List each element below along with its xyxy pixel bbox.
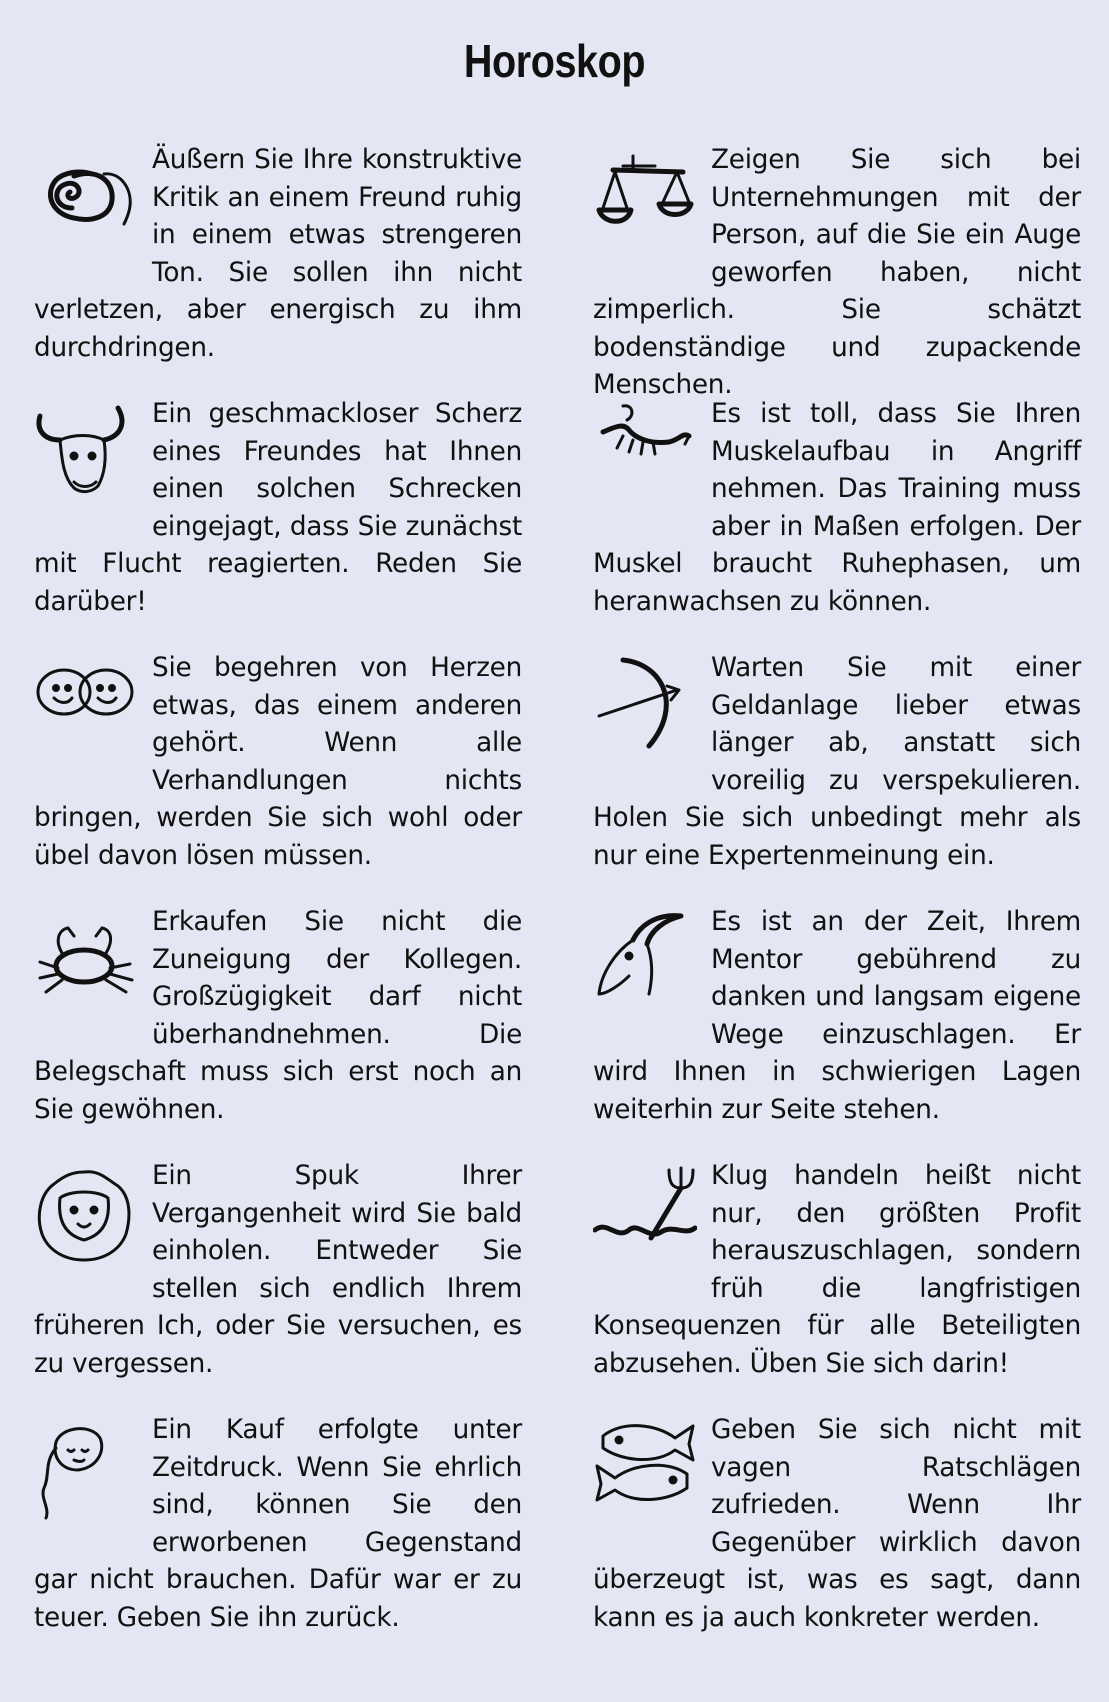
ram-icon [34,148,142,258]
horoscope-entry [34,142,522,396]
horoscope-text: Ein Kauf erfolgte unter Zeitdruck. Wenn Sie ehrlich sind, können Sie den erworbenen Gegenstand gar nicht brauchen. Dafür war er zu teuer. Geben Sie ihn zurück. [34,1415,522,1633]
right-column [593,142,1081,1666]
page-title: Horoskop [463,35,646,87]
goat-icon [593,910,701,1020]
horoscope-entry [34,396,522,650]
horoscope-text: Es ist toll, dass Sie Ihren Muskelaufbau in Angriff nehmen. Das Training muss aber in Maßen erfolgen. Der Muskel braucht Ruhephasen, um heranwachsen zu können. [593,399,1081,617]
horoscope-entry [593,396,1081,650]
horoscope-text: Es ist an der Zeit, Ihrem Mentor gebührend zu danken und langsam eigene Wege einzuschlagen. Er wird Ihnen in schwierigen Lagen weiterhin zur Seite stehen. [593,907,1081,1125]
bow-arrow-icon [593,656,701,766]
trident-waves-icon [593,1164,701,1274]
horoscope-text: Ein Spuk Ihrer Vergangenheit wird Sie bald einholen. Entweder Sie stellen sich endlich Ihrem früheren Ich, oder Sie versuchen, es zu vergessen. [34,1161,522,1379]
horoscope-entry [593,1412,1081,1666]
horoscope-entry [34,904,522,1158]
fish-icon [593,1418,701,1528]
horoscope-text: Äußern Sie Ihre konstruktive Kritik an einem Freund ruhig in einem etwas strengeren Ton. Sie sollen ihn nicht verletzen, aber energisch zu ihm durchdringen. [34,145,522,363]
horoscope-entry [593,1158,1081,1412]
horoscope-entry [593,904,1081,1158]
bull-icon [34,402,142,512]
crab-icon [34,910,142,1020]
virgin-icon [34,1418,142,1528]
horoscope-text: Geben Sie sich nicht mit vagen Ratschlägen zufrieden. Wenn Ihr Gegenüber wirklich davon überzeugt ist, was es sagt, dann kann es ja auch konkreter werden. [593,1415,1081,1633]
lion-icon [34,1164,142,1274]
horoscope-entry [593,650,1081,904]
horoscope-entry [34,1412,522,1666]
left-column [34,142,522,1666]
twins-icon [34,656,142,766]
horoscope-text: Erkaufen Sie nicht die Zuneigung der Kollegen. Großzügigkeit darf nicht überhandnehmen. Die Belegschaft muss sich erst noch an Sie gewöhnen. [34,907,522,1125]
horoscope-text: Ein geschmackloser Scherz eines Freundes hat Ihnen einen solchen Schrecken eingejagt, dass Sie zunächst mit Flucht reagierten. Reden Sie darüber! [34,399,522,617]
horoscope-entry [34,1158,522,1412]
scales-icon [593,148,701,258]
horoscope-entry [34,650,522,904]
horoscope-text: Zeigen Sie sich bei Unternehmungen mit der Person, auf die Sie ein Auge geworfen haben, nicht zimperlich. Sie schätzt bodenständige und zupackende Menschen. [593,145,1081,400]
horoscope-text: Sie begehren von Herzen etwas, das einem anderen gehört. Wenn alle Verhandlungen nichts bringen, werden Sie sich wohl oder übel davon lösen müssen. [34,653,522,871]
horoscope-entry [593,142,1081,400]
scorpion-icon [593,402,701,512]
horoscope-text: Warten Sie mit einer Geldanlage lieber etwas länger ab, anstatt sich voreilig zu verspekulieren. Holen Sie sich unbedingt mehr als nur eine Expertenmeinung ein. [593,653,1081,871]
horoscope-text: Klug handeln heißt nicht nur, den größten Profit herauszuschlagen, sondern früh die langfristigen Konsequenzen für alle Beteiligten abzusehen. Üben Sie sich darin! [593,1161,1081,1379]
